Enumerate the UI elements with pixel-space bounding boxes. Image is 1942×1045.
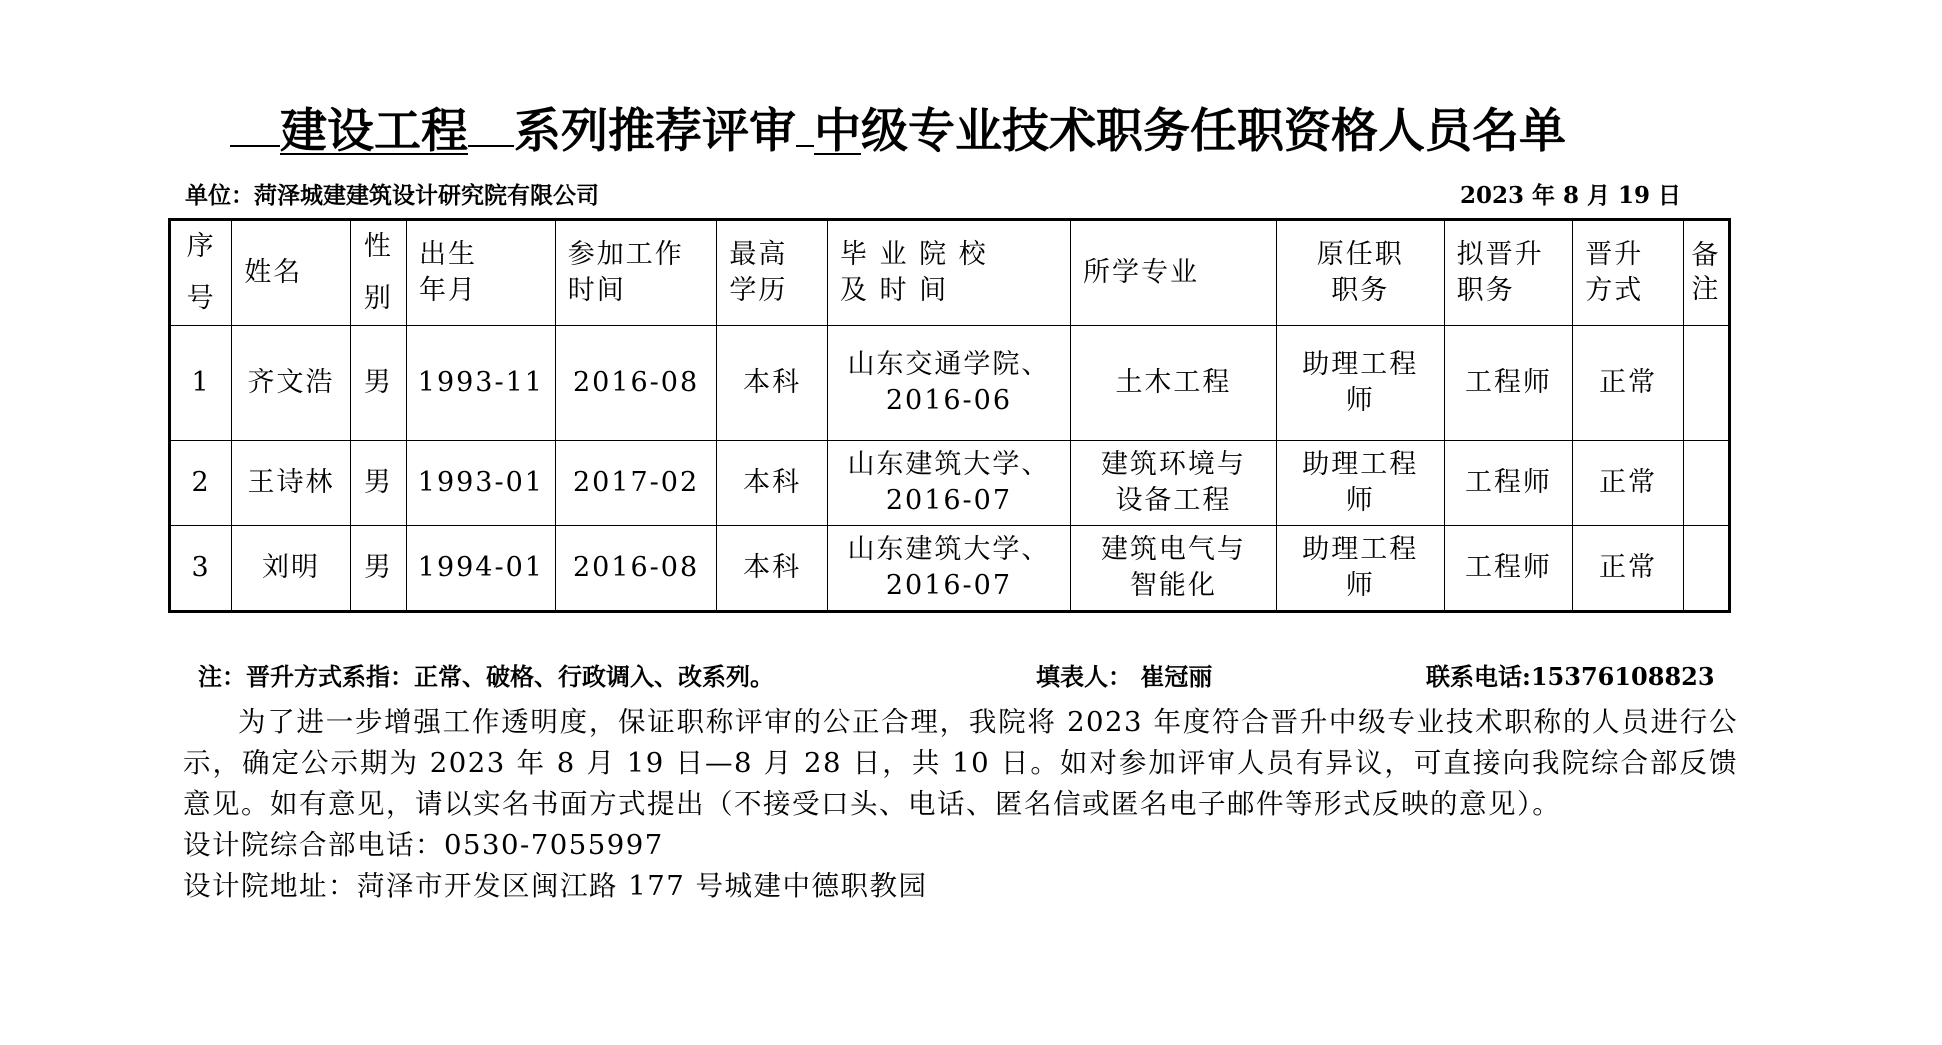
cell-promotion-method: 正常 <box>1573 441 1683 526</box>
cell-remarks <box>1683 441 1729 526</box>
title-blank-level <box>796 109 814 147</box>
header-gender: 性 别 <box>350 220 406 326</box>
cell-proposed-title: 工程师 <box>1444 441 1573 526</box>
personnel-table <box>168 218 1731 613</box>
cell-education: 本科 <box>717 526 827 612</box>
cell-promotion-method: 正常 <box>1573 526 1683 612</box>
header-name: 姓名 <box>232 220 351 326</box>
cell-seq: 1 <box>170 326 232 441</box>
cell-name: 齐文浩 <box>232 326 351 441</box>
title-level: 中 <box>814 104 861 159</box>
cell-proposed-title: 工程师 <box>1444 326 1573 441</box>
cell-seq: 2 <box>170 441 232 526</box>
header-work-start: 参加工作 时间 <box>555 220 717 326</box>
table-header-row <box>170 220 1730 326</box>
cell-major: 建筑电气与 智能化 <box>1070 526 1276 612</box>
cell-major: 土木工程 <box>1070 326 1276 441</box>
cell-birth: 1994-01 <box>407 526 556 612</box>
cell-school: 山东建筑大学、 2016-07 <box>827 441 1070 526</box>
cell-current-title: 助理工程 师 <box>1276 326 1444 441</box>
cell-gender: 男 <box>350 441 406 526</box>
table-row <box>170 326 1730 441</box>
cell-promotion-method: 正常 <box>1573 326 1683 441</box>
cell-work-start: 2016-08 <box>555 526 717 612</box>
header-remarks: 备 注 <box>1683 220 1729 326</box>
cell-current-title: 助理工程 师 <box>1276 526 1444 612</box>
title-middle: 系列推荐评审 <box>514 104 796 159</box>
cell-current-title: 助理工程 师 <box>1276 441 1444 526</box>
cell-school: 山东交通学院、 2016-06 <box>827 326 1070 441</box>
title-blank-lead <box>230 109 280 147</box>
cell-remarks <box>1683 526 1729 612</box>
cell-name: 刘明 <box>232 526 351 612</box>
cell-work-start: 2017-02 <box>555 441 717 526</box>
cell-major: 建筑环境与 设备工程 <box>1070 441 1276 526</box>
document-title <box>230 102 1566 162</box>
header-seq: 序 号 <box>170 220 232 326</box>
cell-name: 王诗林 <box>232 441 351 526</box>
unit-line <box>185 180 1685 212</box>
header-major: 所学专业 <box>1070 220 1276 326</box>
institute-address: 设计院地址：菏泽市开发区闽江路 177 号城建中德职教园 <box>183 870 928 902</box>
note-line <box>198 660 1718 694</box>
contact-phone: 联系电话:15376108823 <box>1426 662 1715 691</box>
announcement-body <box>183 702 1738 907</box>
cell-gender: 男 <box>350 326 406 441</box>
table-row <box>170 526 1730 612</box>
cell-birth: 1993-11 <box>407 326 556 441</box>
cell-seq: 3 <box>170 526 232 612</box>
cell-education: 本科 <box>717 326 827 441</box>
header-birth: 出生 年月 <box>407 220 556 326</box>
document-date: 2023 年 8 月 19 日 <box>1460 182 1682 209</box>
header-current-title: 原任职 职务 <box>1276 220 1444 326</box>
cell-proposed-title: 工程师 <box>1444 526 1573 612</box>
cell-birth: 1993-01 <box>407 441 556 526</box>
cell-education: 本科 <box>717 441 827 526</box>
form-filler: 填表人： 崔冠丽 <box>1036 662 1213 691</box>
cell-remarks <box>1683 326 1729 441</box>
table-row <box>170 441 1730 526</box>
cell-work-start: 2016-08 <box>555 326 717 441</box>
title-blank-trail <box>468 109 514 147</box>
header-school: 毕 业 院 校 及 时 间 <box>827 220 1070 326</box>
promotion-method-note: 注：晋升方式系指：正常、破格、行政调入、改系列。 <box>198 662 774 691</box>
header-proposed-title: 拟晋升 职务 <box>1444 220 1573 326</box>
title-end: 级专业技术职务任职资格人员名单 <box>861 104 1566 159</box>
cell-school: 山东建筑大学、 2016-07 <box>827 526 1070 612</box>
title-series-name: 建设工程 <box>280 104 468 159</box>
header-promotion-method: 晋升 方式 <box>1573 220 1683 326</box>
unit-name: 单位：菏泽城建建筑设计研究院有限公司 <box>185 182 599 209</box>
cell-gender: 男 <box>350 526 406 612</box>
department-phone: 设计院综合部电话：0530-7055997 <box>183 829 664 861</box>
header-education: 最高 学历 <box>717 220 827 326</box>
announcement-paragraph: 为了进一步增强工作透明度，保证职称评审的公正合理，我院将 2023 年度符合晋升中级专业技术职称的人员进行公示，确定公示期为 2023 年 8 月 19 日—8 月 28 日，共 10 日。如对参加评审人员有异议，可直接向我院综合部反馈意见。如有意见，请以实名书面方式提出（不接受口头、电话、匿名信或匿名电子邮件等形式反映的意见）。 <box>183 706 1738 820</box>
